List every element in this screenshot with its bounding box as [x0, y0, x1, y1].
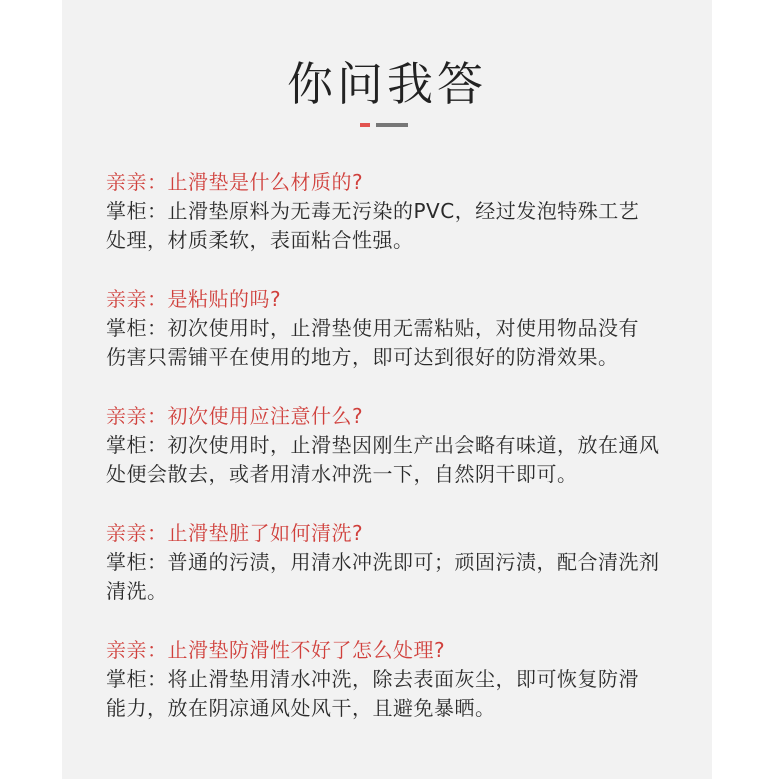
qa-item: [106, 285, 706, 372]
title-divider: [360, 123, 408, 127]
qa-list: [106, 168, 706, 753]
qa-item: [106, 402, 706, 489]
divider-accent: [360, 123, 370, 127]
faq-panel: [62, 0, 712, 779]
answer-line: 掌柜：初次使用时，止滑垫使用无需粘贴，对使用物品没有: [106, 316, 639, 340]
question-text: 亲亲：止滑垫脏了如何清洗?: [106, 521, 364, 545]
question-text: 亲亲：是粘贴的吗?: [106, 287, 282, 311]
answer-line: 掌柜：止滑垫原料为无毒无污染的PVC，经过发泡特殊工艺: [106, 199, 640, 223]
qa-item: [106, 636, 706, 723]
answer-line: 掌柜：将止滑垫用清水冲洗，除去表面灰尘，即可恢复防滑: [106, 667, 639, 691]
question-text: 亲亲：止滑垫是什么材质的?: [106, 170, 364, 194]
question-text: 亲亲：止滑垫防滑性不好了怎么处理?: [106, 638, 446, 662]
answer-line: 清洗。: [106, 579, 168, 603]
answer-line: 掌柜：初次使用时，止滑垫因刚生产出会略有味道，放在通风: [106, 433, 660, 457]
answer-line: 伤害只需铺平在使用的地方，即可达到很好的防滑效果。: [106, 345, 619, 369]
qa-item: [106, 168, 706, 255]
page-title: 你问我答: [287, 57, 487, 111]
answer-line: 掌柜：普通的污渍，用清水冲洗即可；顽固污渍，配合清洗剂: [106, 550, 660, 574]
qa-item: [106, 519, 706, 606]
answer-line: 处理，材质柔软，表面粘合性强。: [106, 228, 414, 252]
question-text: 亲亲：初次使用应注意什么?: [106, 404, 364, 428]
divider-bar: [376, 123, 408, 127]
answer-line: 能力，放在阴凉通风处风干，且避免暴晒。: [106, 696, 496, 720]
answer-line: 处便会散去，或者用清水冲洗一下，自然阴干即可。: [106, 462, 578, 486]
